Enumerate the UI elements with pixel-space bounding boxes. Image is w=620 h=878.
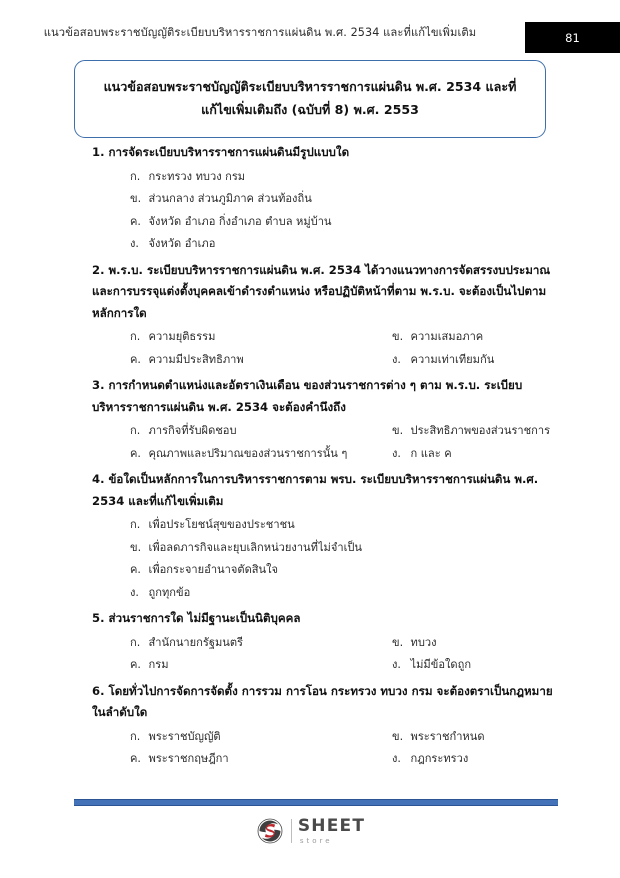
- choice-label: ค.: [130, 352, 141, 366]
- choice-text: พระราชบัญญัติ: [148, 729, 221, 743]
- choice-label: ก.: [130, 518, 141, 531]
- page-footer: [0, 788, 620, 878]
- choice-option[interactable]: [392, 424, 550, 437]
- choice-option[interactable]: [130, 424, 237, 437]
- footer-divider-rule: [74, 799, 558, 806]
- choice-row: [0, 582, 620, 605]
- choice-label: ก.: [130, 635, 141, 649]
- choice-label: ค.: [130, 658, 141, 671]
- choice-row: [0, 211, 620, 234]
- choice-text: คุณภาพและปริมาณของส่วนราชการนั้น ๆ: [148, 446, 348, 460]
- question-block: [0, 375, 620, 465]
- choice-column-right: [392, 349, 620, 372]
- sheet-store-logo-icon: [255, 816, 285, 846]
- choice-option[interactable]: [130, 447, 347, 460]
- choice-text: เพื่อประโยชน์สุขของประชาชน: [148, 518, 295, 531]
- question-stem: 3. การกำหนดตำแหน่งและอัตราเงินเดือน ของส่วนราชการต่าง ๆ ตาม พ.ร.บ. ระเบียบบริหารราชการแผ่นดิน พ.ศ. 2534 จะต้องคำนึงถึง: [92, 378, 523, 414]
- choice-label: ง.: [130, 585, 139, 599]
- choice-text: ความยุติธรรม: [148, 330, 216, 343]
- logo-primary-text: SHEET: [297, 815, 366, 836]
- choice-text: ไม่มีข้อใดถูก: [410, 658, 472, 671]
- choice-option[interactable]: [130, 752, 229, 765]
- choice-text: เพื่อกระจายอำนาจตัดสินใจ: [148, 563, 279, 576]
- choice-column-left: [0, 326, 392, 349]
- choice-text: จังหวัด อำเภอ: [148, 237, 216, 250]
- choice-option[interactable]: [130, 330, 215, 343]
- choice-label: ข.: [392, 729, 404, 743]
- choice-option[interactable]: [130, 192, 312, 205]
- choice-text: สำนักนายกรัฐมนตรี: [148, 635, 244, 649]
- choice-option[interactable]: [130, 658, 169, 671]
- choice-row: [0, 726, 620, 749]
- choice-label: ค.: [130, 563, 141, 576]
- choice-text: เพื่อลดภารกิจและยุบเลิกหน่วยงานที่ไม่จำเป็น: [148, 540, 362, 554]
- footer-logo: [0, 816, 620, 846]
- choice-option[interactable]: [130, 636, 243, 649]
- choice-row: [0, 326, 620, 349]
- choice-label: ก.: [130, 330, 141, 343]
- choice-label: ก.: [130, 424, 141, 437]
- choice-label: ก.: [130, 169, 141, 183]
- logo-divider: [291, 819, 292, 843]
- choice-text: กฎกระทรวง: [410, 752, 469, 765]
- choice-option[interactable]: [130, 237, 215, 250]
- choice-row: [0, 166, 620, 189]
- exam-question-list: [0, 142, 620, 775]
- document-title-text: แนวข้อสอบพระราชบัญญัติระเบียบบริหารราชการแผ่นดิน พ.ศ. 2534 และที่แก้ไขเพิ่มเติมถึง (ฉบับที่ 8) พ.ศ. 2553: [103, 79, 517, 117]
- choice-text: กรม: [148, 658, 169, 671]
- choice-row: [0, 748, 620, 771]
- choice-text: จังหวัด อำเภอ กิ่งอำเภอ ตำบล หมู่บ้าน: [148, 214, 332, 228]
- choice-option[interactable]: [130, 170, 245, 183]
- choice-text: พระราชกฤษฎีกา: [148, 752, 229, 765]
- choice-label: ง.: [392, 352, 401, 366]
- choice-text: ทบวง: [410, 635, 437, 649]
- question-stem: 5. ส่วนราชการใด ไม่มีฐานะเป็นนิติบุคคล: [92, 611, 301, 625]
- choice-row: [0, 420, 620, 443]
- question-block: [0, 469, 620, 604]
- choice-text: พระราชกำหนด: [410, 729, 485, 743]
- choice-list: [0, 326, 620, 371]
- choice-text: ถูกทุกข้อ: [148, 585, 191, 599]
- choice-column-right: [392, 443, 620, 466]
- choice-column-left: [0, 349, 392, 372]
- choice-text: ส่วนกลาง ส่วนภูมิภาค ส่วนท้องถิ่น: [148, 192, 312, 205]
- logo-secondary-text: store: [299, 836, 333, 845]
- question-stem: 2. พ.ร.บ. ระเบียบบริหารราชการแผ่นดิน พ.ศ. 2534 ได้วางแนวทางการจัดสรรงบประมาณและการบรรจุแต่งตั้งบุคคลเข้าดำรงตำแหน่ง หรือปฏิบัติหน้าที่ตาม พ.ร.บ. จะต้องเป็นไปตามหลักการใด: [92, 262, 551, 320]
- question-block: [0, 608, 620, 677]
- choice-option[interactable]: [392, 752, 468, 765]
- question-stem: 1. การจัดระเบียบบริหารราชการแผ่นดินมีรูปแบบใด: [92, 145, 350, 159]
- page-number-value: 81: [565, 30, 580, 45]
- choice-row: [0, 632, 620, 655]
- choice-text: กระทรวง ทบวง กรม: [148, 169, 246, 183]
- choice-column-right: [392, 748, 620, 771]
- choice-column-right: [392, 326, 620, 349]
- choice-text: ภารกิจที่รับผิดชอบ: [148, 424, 237, 437]
- choice-label: ง.: [392, 752, 401, 765]
- choice-label: ก.: [130, 729, 141, 743]
- choice-label: ข.: [392, 635, 404, 649]
- choice-row: [0, 443, 620, 466]
- choice-column-right: [392, 654, 620, 677]
- choice-text: ความเท่าเทียมกัน: [410, 352, 495, 366]
- choice-list: [0, 726, 620, 771]
- choice-label: ข.: [130, 192, 142, 205]
- choice-option[interactable]: [392, 730, 485, 743]
- choice-label: ค.: [130, 446, 141, 460]
- choice-label: ค.: [130, 752, 141, 765]
- question-block: [0, 681, 620, 771]
- page-number-badge: [525, 22, 620, 53]
- choice-row: [0, 233, 620, 256]
- choice-column-left: [0, 443, 392, 466]
- choice-row: [0, 654, 620, 677]
- choice-label: ง.: [392, 658, 401, 671]
- choice-label: ง.: [392, 446, 401, 460]
- choice-label: ง.: [130, 237, 139, 250]
- choice-column-left: [0, 748, 392, 771]
- question-stem: 4. ข้อใดเป็นหลักการในการบริหารราชการตาม พรบ. ระเบียบบริหารราชการแผ่นดิน พ.ศ. 2534 และที่แก้ไขเพิ่มเติม: [92, 472, 539, 508]
- choice-option[interactable]: [130, 518, 295, 531]
- choice-option[interactable]: [130, 353, 244, 366]
- choice-column-left: [0, 726, 392, 749]
- choice-option[interactable]: [130, 586, 190, 599]
- choice-list: [0, 166, 620, 256]
- choice-label: ข.: [130, 540, 142, 554]
- choice-column-left: [0, 632, 392, 655]
- choice-option[interactable]: [130, 730, 221, 743]
- choice-option[interactable]: [130, 215, 332, 228]
- choice-option[interactable]: [392, 447, 452, 460]
- choice-text: ความเสมอภาค: [410, 330, 484, 343]
- choice-row: [0, 188, 620, 211]
- choice-text: ก และ ค: [410, 446, 452, 460]
- question-block: [0, 142, 620, 256]
- choice-row: [0, 537, 620, 560]
- choice-text: ประสิทธิภาพของส่วนราชการ: [410, 424, 551, 437]
- choice-list: [0, 514, 620, 604]
- choice-option[interactable]: [392, 353, 494, 366]
- choice-option[interactable]: [130, 541, 362, 554]
- choice-column-right: [392, 632, 620, 655]
- running-header-title: แนวข้อสอบพระราชบัญญัติระเบียบบริหารราชการแผ่นดิน พ.ศ. 2534 และที่แก้ไขเพิ่มเติม: [43, 26, 477, 39]
- choice-label: ข.: [392, 330, 404, 343]
- choice-option[interactable]: [392, 330, 483, 343]
- choice-option[interactable]: [392, 658, 471, 671]
- choice-list: [0, 420, 620, 465]
- choice-text: ความมีประสิทธิภาพ: [148, 352, 244, 366]
- document-title-box: [74, 60, 546, 138]
- choice-row: [0, 349, 620, 372]
- choice-label: ค.: [130, 214, 141, 228]
- question-stem: 6. โดยทั่วไปการจัดการจัดตั้ง การรวม การโอน กระทรวง ทบวง กรม จะต้องตราเป็นกฎหมายในลำดับใด: [92, 683, 553, 719]
- choice-label: ข.: [392, 424, 404, 437]
- choice-row: [0, 514, 620, 537]
- choice-column-right: [392, 726, 620, 749]
- choice-column-right: [392, 420, 620, 443]
- choice-column-left: [0, 420, 392, 443]
- choice-list: [0, 632, 620, 677]
- logo-wordmark: [297, 815, 366, 845]
- page-header: [0, 0, 620, 56]
- question-block: [0, 260, 620, 372]
- choice-option[interactable]: [392, 636, 437, 649]
- choice-column-left: [0, 654, 392, 677]
- choice-row: [0, 559, 620, 582]
- choice-option[interactable]: [130, 563, 278, 576]
